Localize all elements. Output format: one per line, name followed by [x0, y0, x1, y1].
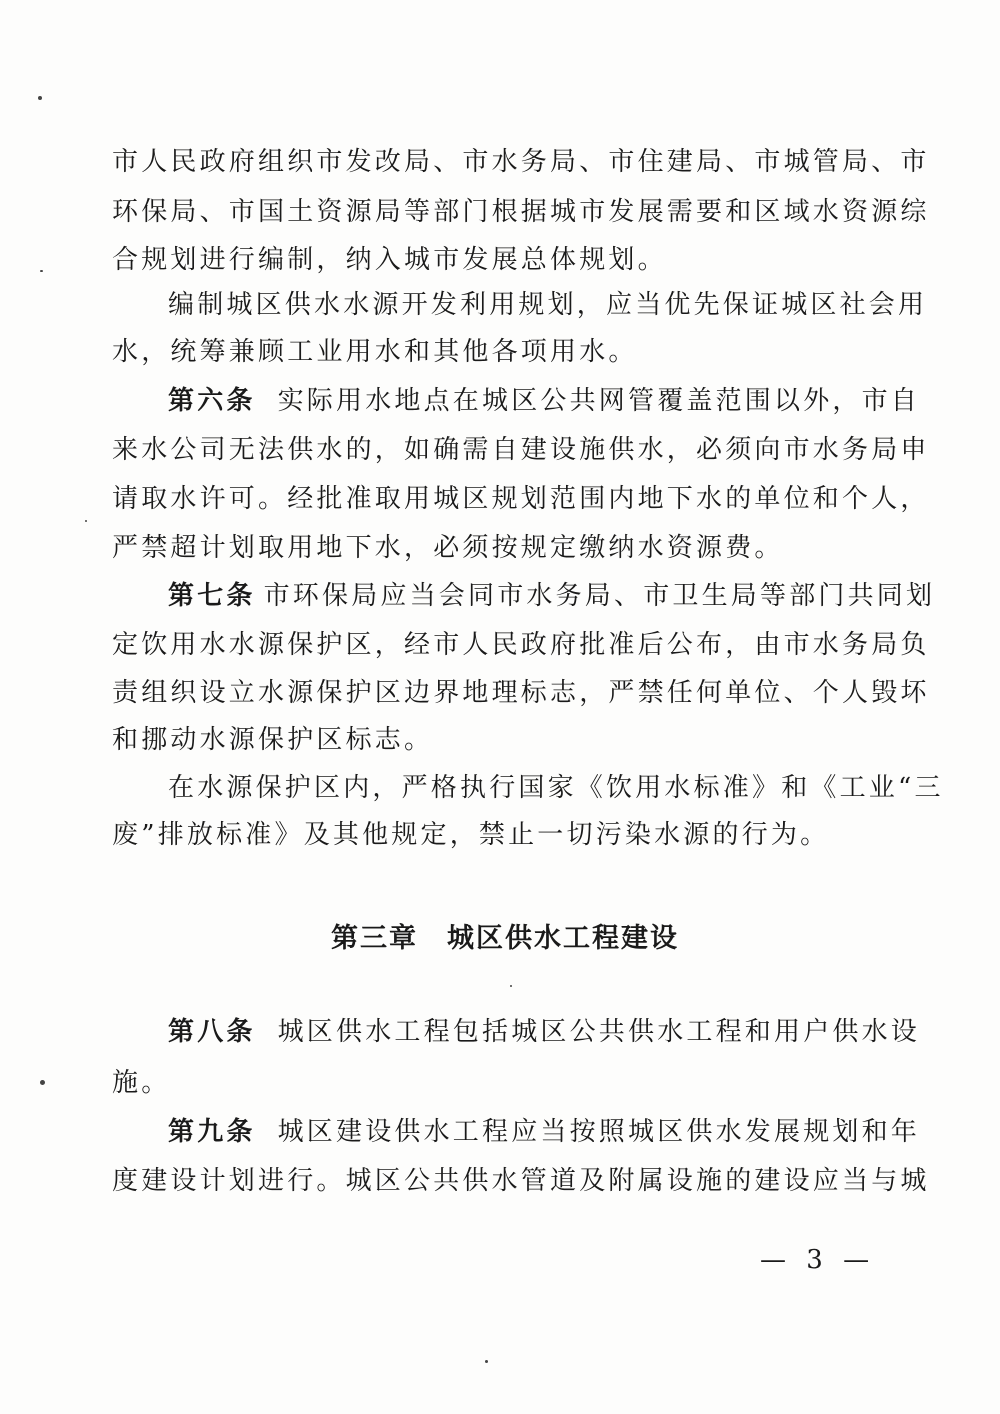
text-line-19: 度建设计划进行。城区公共供水管道及附属设施的建设应当与城: [112, 1166, 930, 1196]
scan-speck: [40, 270, 43, 272]
text-line-1: 市人民政府组织市发改局、市水务局、市住建局、市城管局、市: [112, 147, 930, 177]
text-line-4: 编制城区供水水源开发利用规划，应当优先保证城区社会用: [168, 290, 928, 320]
text-line-11: 定饮用水水源保护区，经市人民政府批准后公布，由市水务局负: [112, 630, 930, 660]
article-8-label: 第八条: [168, 1017, 256, 1047]
scan-speck: [38, 96, 42, 100]
text-line-13: 和挪动水源保护区标志。: [112, 725, 434, 755]
article-8-first-line: [168, 1015, 920, 1049]
scan-speck: [510, 985, 512, 987]
scan-speck: [485, 1360, 488, 1363]
scan-speck: [85, 520, 87, 522]
text-line-2: 环保局、市国土资源局等部门根据城市发展需要和区域水资源综: [112, 197, 930, 227]
article-7-first-line: [168, 579, 935, 613]
article-6-text: 实际用水地点在城区公共网管覆盖范围以外，市自: [277, 386, 921, 416]
text-line-12: 责组织设立水源保护区边界地理标志，严禁任何单位、个人毁坏: [112, 678, 930, 708]
article-9-first-line: [168, 1115, 920, 1149]
page-number: — 3 —: [760, 1245, 876, 1275]
text-line-8: 请取水许可。经批准取用城区规划范围内地下水的单位和个人，: [112, 484, 930, 514]
scan-speck: [40, 1080, 45, 1085]
article-9-text: 城区建设供水工程应当按照城区供水发展规划和年: [277, 1117, 921, 1147]
article-7-text: 市环保局应当会同市水务局、市卫生局等部门共同划: [263, 581, 936, 611]
text-line-7: 来水公司无法供水的，如确需自建设施供水，必须向市水务局申: [112, 435, 930, 465]
text-line-17: 施。: [112, 1068, 171, 1098]
text-line-15: 废”排放标准》及其他规定，禁止一切污染水源的行为。: [112, 820, 830, 850]
text-line-14: 在水源保护区内，严格执行国家《饮用水标准》和《工业“三: [168, 773, 944, 803]
chapter-heading: 第三章 城区供水工程建设: [331, 923, 679, 954]
article-6-label: 第六条: [168, 386, 256, 416]
article-7-label: 第七条: [168, 581, 256, 611]
article-8-text: 城区供水工程包括城区公共供水工程和用户供水设: [277, 1017, 921, 1047]
text-line-5: 水，统筹兼顾工业用水和其他各项用水。: [112, 337, 638, 367]
article-9-label: 第九条: [168, 1117, 256, 1147]
article-6-first-line: [168, 384, 920, 418]
text-line-3: 合规划进行编制，纳入城市发展总体规划。: [112, 245, 667, 275]
text-line-9: 严禁超计划取用地下水，必须按规定缴纳水资源费。: [112, 533, 784, 563]
